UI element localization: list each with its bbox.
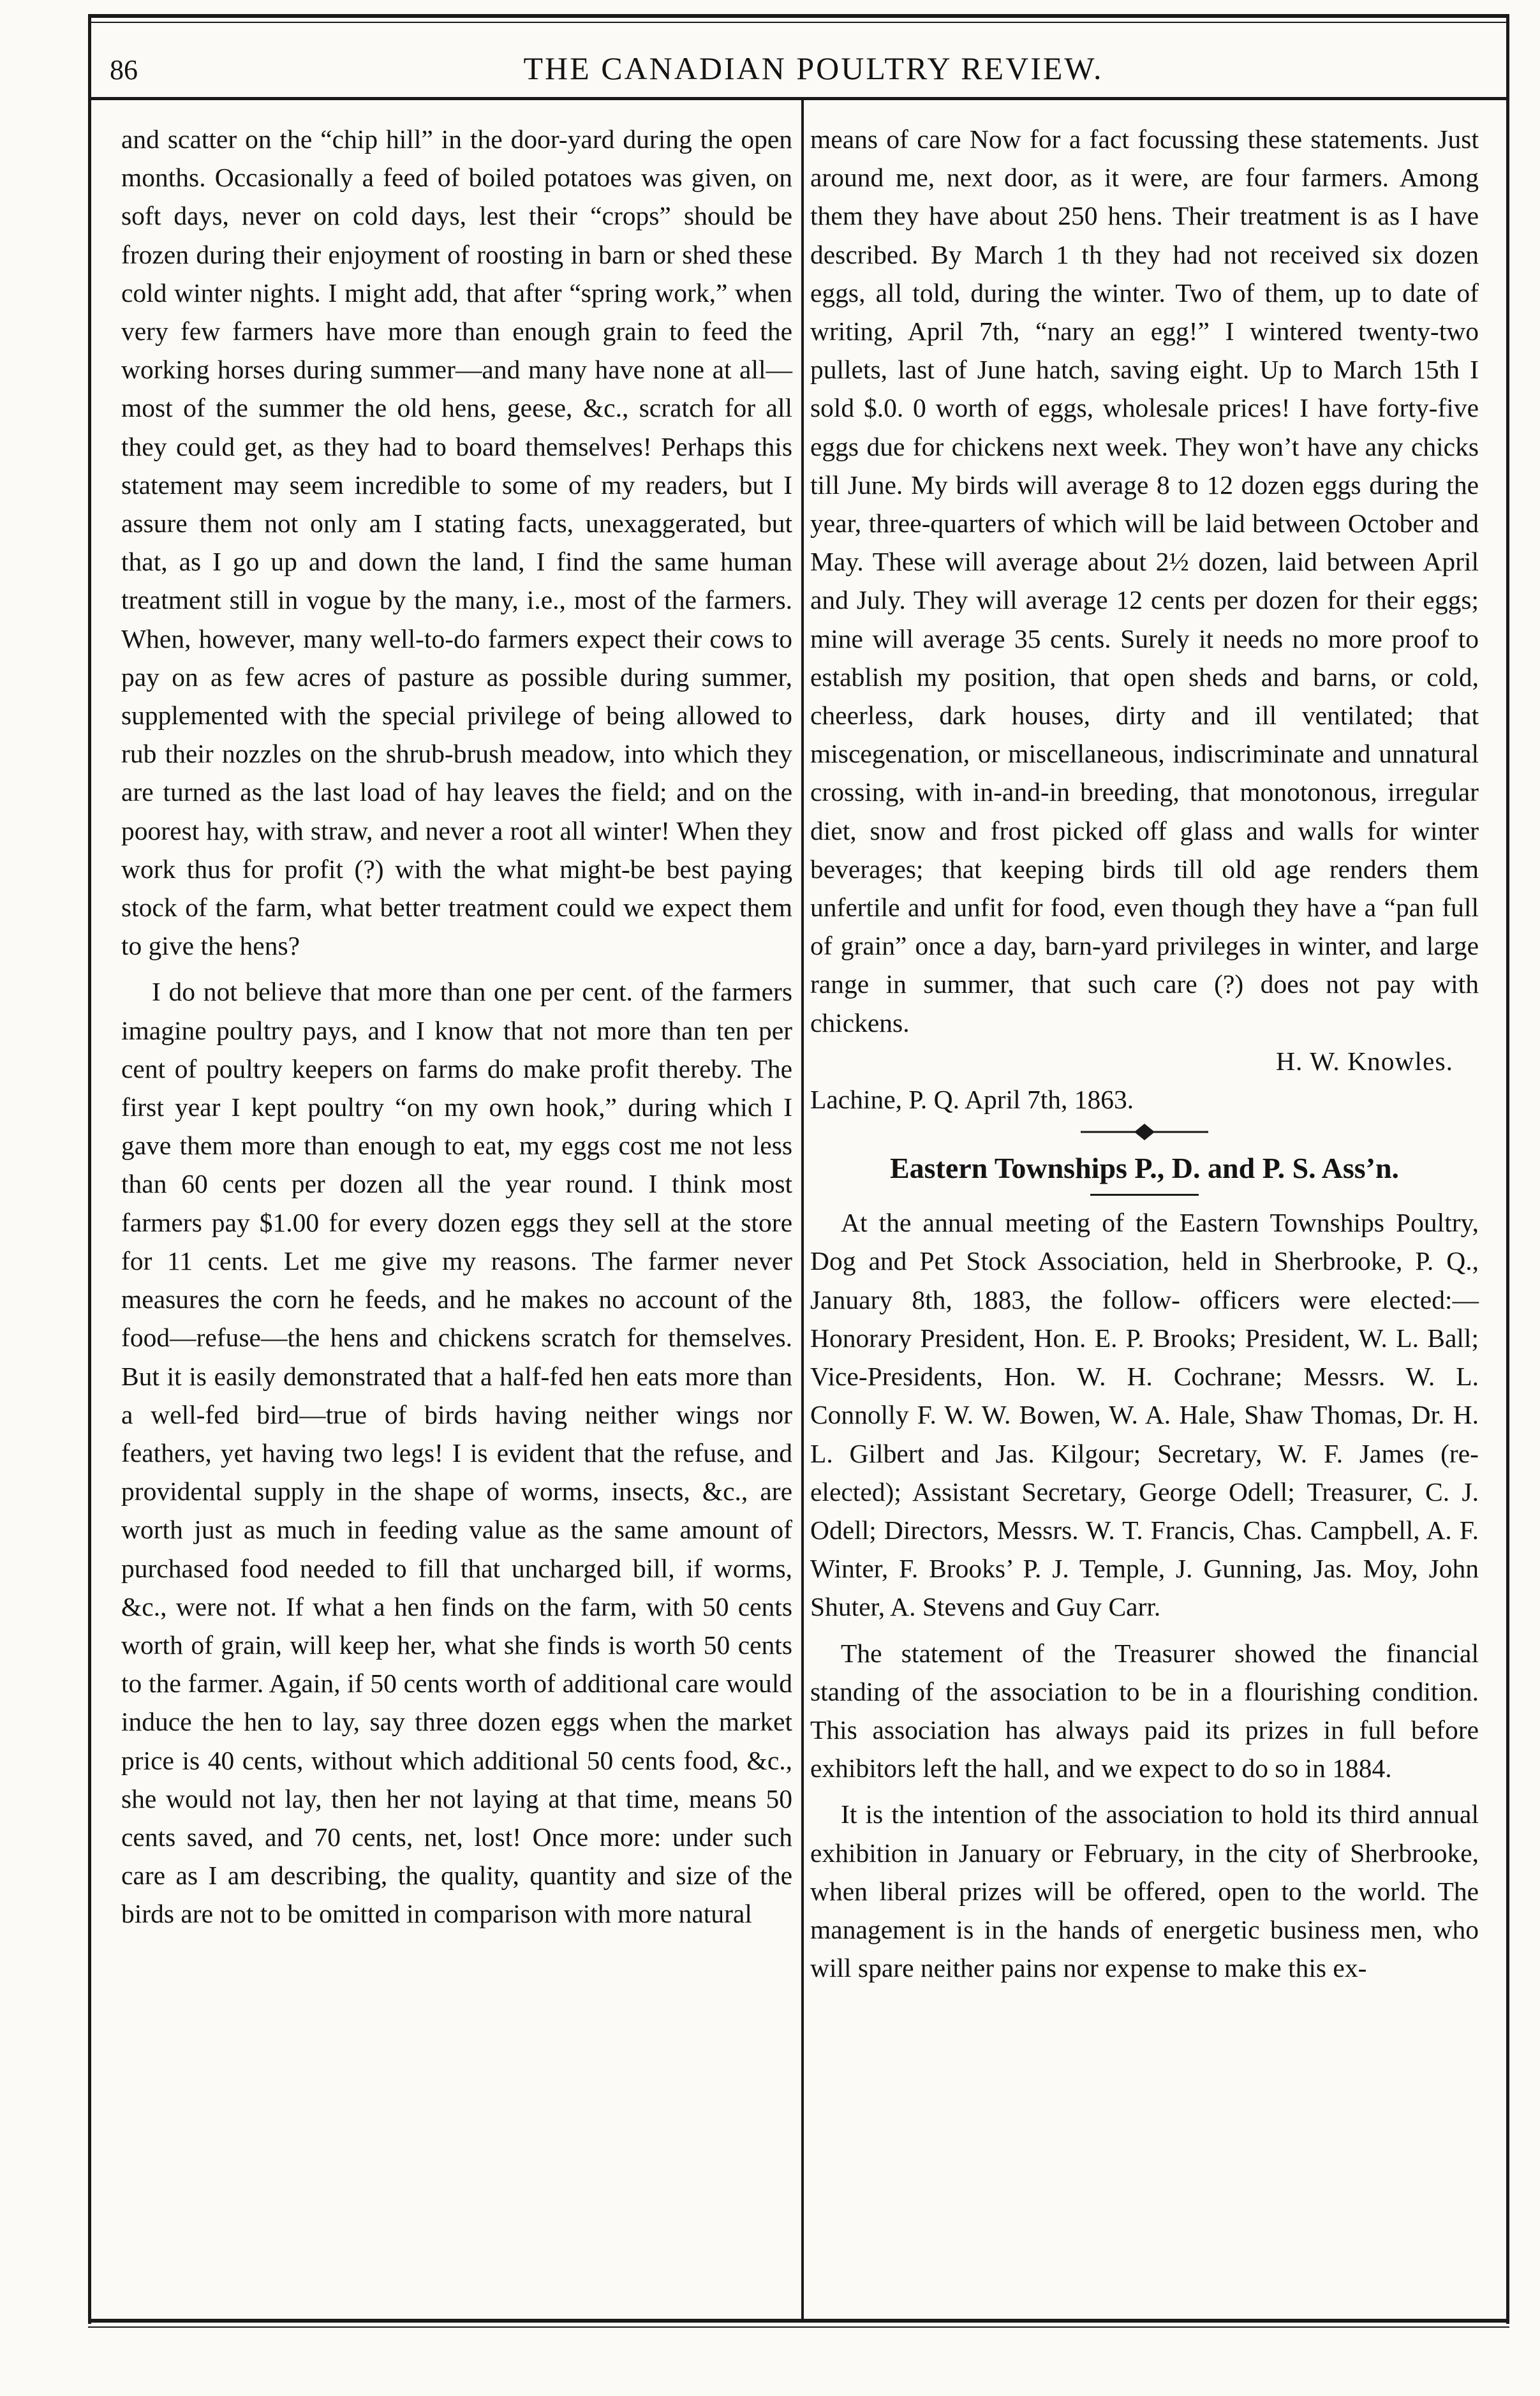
dateline: Lachine, P. Q. April 7th, 1863. [810,1085,1134,1115]
left-column [121,120,792,1933]
article-paragraph: The statement of the Treasurer showed the financial standing of the association to be in a flourishing condition. This association has always paid its prizes in full before exhibitors left the hall, and we expect to do so in 1884. [810,1638,1479,1783]
article-paragraph: and scatter on the “chip hill” in the door-yard during the open months. Occasionally a feed of boiled potatoes was given, on soft days, never on cold days, lest their “crops” should be frozen during their enjoyment of roosting in barn or shed these cold winter nights. I might add, that after “spring work,” when very few farmers have more than enough grain to feed the working horses during summer—and many have none at all—most of the summer the old hens, geese, &c., scratch for all they could get, as they had to board themselves! Perhaps this statement may seem incredible to some of my readers, but I assure them not only am I stating facts, unexaggerated, but that, as I go up and down the land, I find the same human treatment still in vogue by the many, i.e., most of the farmers. When, however, many well-to-do farmers expect their cows to pay on as few acres of pasture as possible during summer, supplemented with the special privilege of being allowed to rub their nozzles on the shrub-brush meadow, into which they are turned as the last load of hay leaves the field; and on the poorest hay, with straw, and never a root all winter! When they work thus for profit (?) with the what might-be best paying stock of the farm, what better treatment could we expect them to give the hens? [121,124,792,961]
article-paragraph: At the annual meeting of the Eastern Townships Poultry, Dog and Pet Stock Association, held in Sherbrooke, P. Q., January 8th, 1883, the follow- officers were elected:—Honorary President, Hon. E. P. Brooks; President, W. L. Ball; Vice-Presidents, Hon. W. H. Cochrane; Messrs. W. L. Connolly F. W. W. Bowen, W. A. Hale, Shaw Thomas, Dr. H. L. Gilbert and Jas. Kilgour; Secretary, W. F. James (re-elected); Assistant Secretary, George Odell; Treasurer, C. J. Odell; Directors, Messrs. W. T. Francis, Chas. Campbell, A. F. Winter, F. Brooks’ P. J. Temple, J. Gunning, Jas. Moy, John Shuter, A. Stevens and Guy Carr. [810,1208,1479,1622]
article-paragraph: It is the intention of the association to hold its third annual exhibition in January or February, in the city of Sherbrooke, when liberal prizes will be offered, open to the world. The management is in the hands of energetic business men, who will spare neither pains nor expense to make this ex- [810,1799,1479,1983]
running-title: THE CANADIAN POULTRY REVIEW. [523,50,1104,86]
column-divider [801,100,804,2319]
article-paragraph: I do not believe that more than one per cent. of the farmers imagine poultry pays, and I know that not more than ten per cent of poultry keepers on farms do make profit thereby. The first year I kept poultry “on my own hook,” during which I gave them more than enough to eat, my eggs cost me not less than 60 cents per dozen all the year round. I think most farmers pay $1.00 for every dozen eggs they sell at the store for 11 cents. Let me give my reasons. The farmer never measures the corn he feeds, and he makes no account of the food—refuse—the hens and chickens scratch for themselves. But it is easily demonstrated that a half-fed hen eats more than a well-fed bird—true of birds having neither wings nor feathers, yet having two legs! I is evident that the refuse, and providental supply in the shape of worms, insects, &c., are worth just as much in feeding value as the same amount of purchased food needed to fill that uncharged bill, if worms, &c., were not. If what a hen finds on the farm, with 50 cents worth of grain, will keep her, what she finds is worth 50 cents to the farmer. Again, if 50 cents worth of additional care would induce the hen to lay, say three dozen eggs when the market price is 40 cents, without which additional 50 cents food, &c., she would not lay, then her not laying at that time, means 50 cents saved, and 70 cents, net, lost! Once more: under such care as I am describing, the quality, quantity and size of the birds are not to be omitted in comparison with more natural [121,977,792,1929]
page-number: 86 [110,54,138,86]
right-column [810,120,1479,1987]
divider-ornament-icon [1081,1122,1208,1142]
author-signature: H. W. Knowles. [1276,1046,1453,1076]
section-heading: Eastern Townships P., D. and P. S. Ass’n. [889,1152,1400,1185]
heading-rule [1090,1194,1199,1196]
bottom-double-rule [88,2319,1509,2323]
bottom-thin-rule [88,2326,1509,2328]
header-rule [88,97,1509,100]
article-paragraph: means of care Now for a fact focussing these statements. Just around me, next door, as it were, are four farmers. Among them they have about 250 hens. Their treatment is as I have described. By March 1 th they had not received six dozen eggs, all told, during the winter. Two of them, up to date of writing, April 7th, “nary an egg!” I wintered twenty-two pullets, last of June hatch, saving eight. Up to March 15th I sold $.0. 0 worth of eggs, wholesale prices! I have forty-five eggs due for chickens next week. They won’t have any chicks till June. My birds will average 8 to 12 dozen eggs during the year, three-quarters of which will be laid between October and May. These will average about 2½ dozen, laid between April and July. They will average 12 cents per dozen for their eggs; mine will average 35 cents. Surely it needs no more proof to establish my position, that open sheds and barns, or cold, cheerless, dark houses, dirty and ill ventilated; that miscegenation, or miscellaneous, indiscriminate and unnatural crossing, with in-and-in breeding, that monotonous, irregular diet, snow and frost picked off glass and walls for winter beverages; that keeping birds till old age renders them unfertile and unfit for food, even though they have a “pan full of grain” once a day, barn-yard privileges in winter, and large range in summer, that such care (?) does not pay with chickens. [810,124,1479,1038]
